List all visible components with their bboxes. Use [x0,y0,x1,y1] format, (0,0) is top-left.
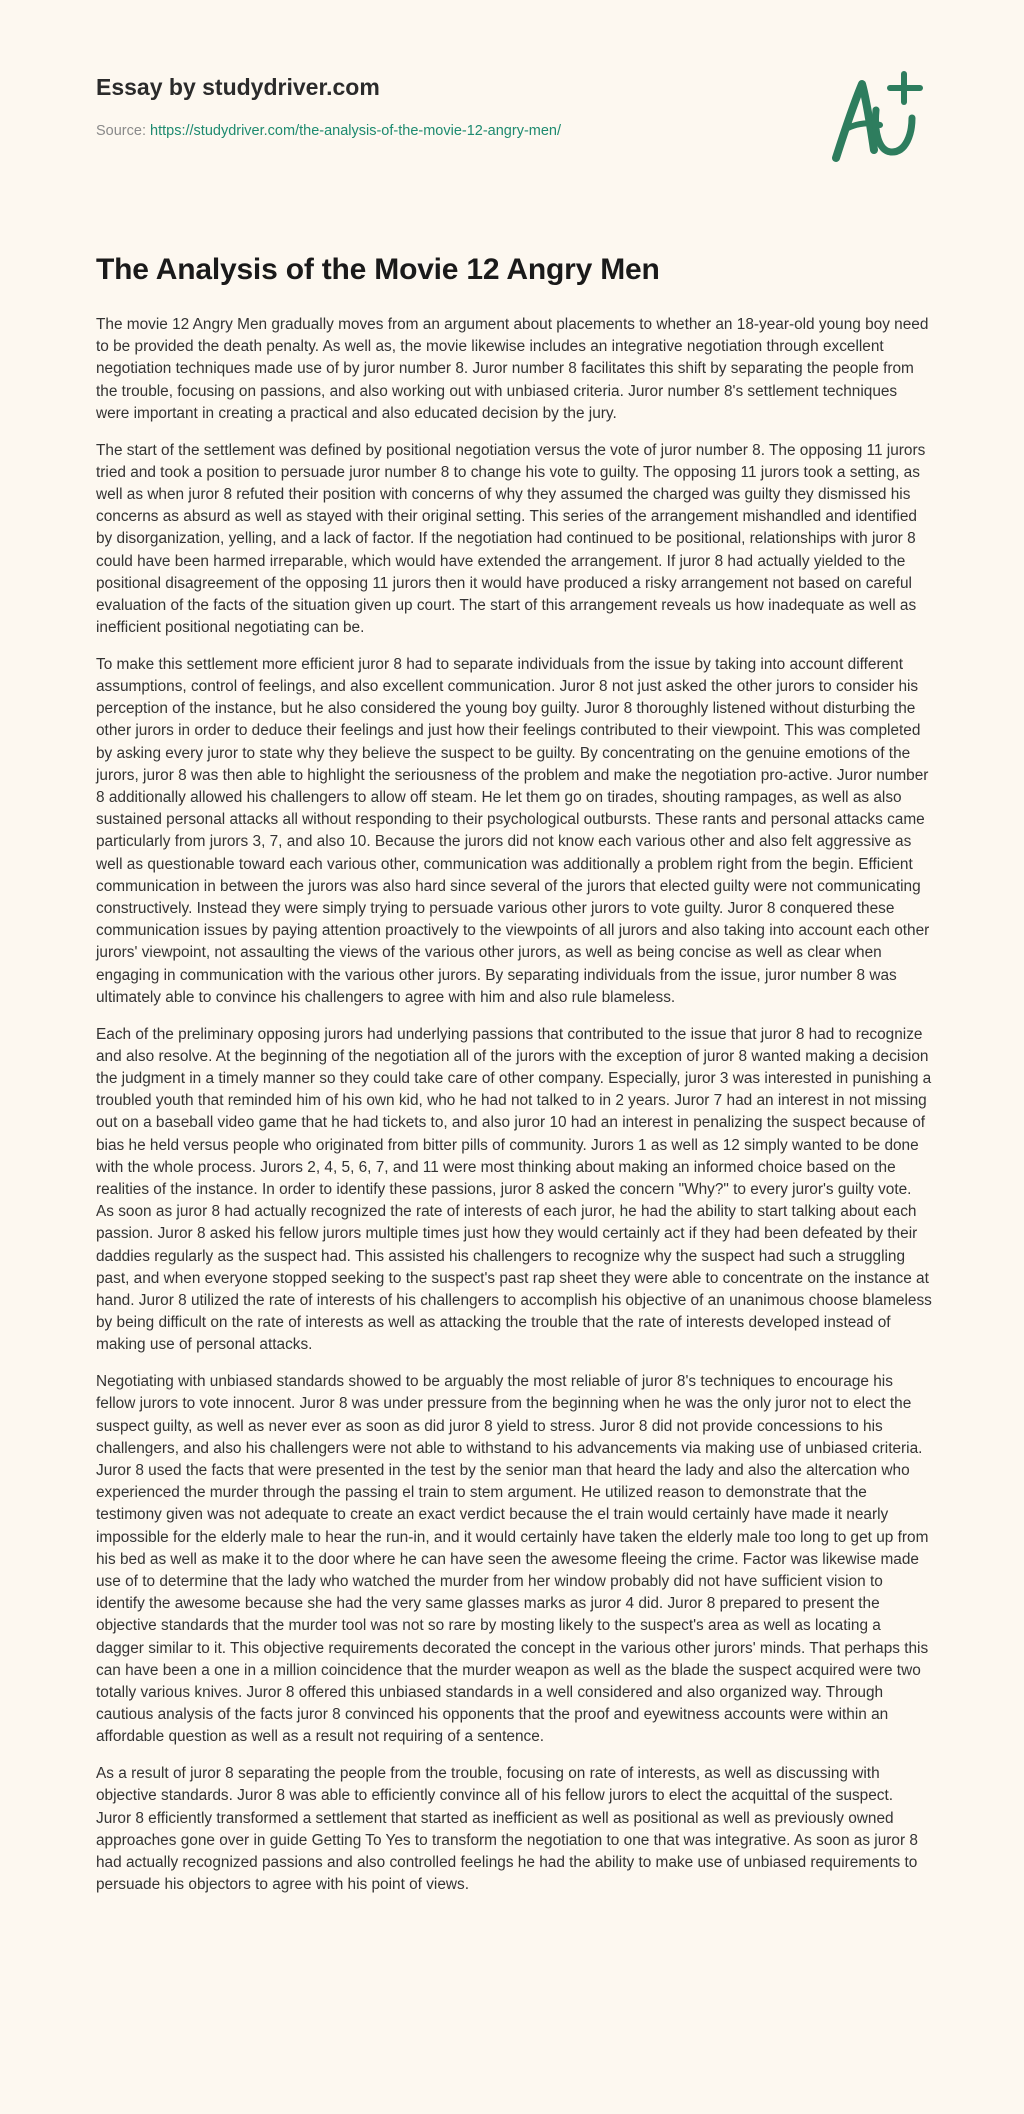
essay-body [96,314,932,1911]
a-plus-logo-icon [824,68,934,168]
essay-title: The Analysis of the Movie 12 Angry Men [96,253,660,286]
paragraph: The start of the settlement was defined by positional negotiation versus the vote of juror number 8. The opposing 11 jurors tried and took a position to persuade juror number 8 to change his vote to guilty. The opposing 11 jurors took a setting, as well as when juror 8 refuted their position with concerns of why they assumed the charged was guilty they dismissed his concerns as absurd as well as stayed with their original setting. This series of the arrangement mishandled and identified by disorganization, yelling, and a lack of factor. If the negotiation had continued to be positional, relationships with juror 8 could have been harmed irreparable, which would have extended the arrangement. If juror 8 had actually yielded to the positional disagreement of the opposing 11 jurors then it would have produced a risky arrangement not based on careful evaluation of the facts of the situation given up court. The start of this arrangement reveals us how inadequate as well as inefficient positional negotiating can be. [96,441,926,637]
source-link[interactable]: https://studydriver.com/the-analysis-of-the-movie-12-angry-men/ [150,123,562,139]
paragraph: The movie 12 Angry Men gradually moves from an argument about placements to whether an 18-year-old young boy need to be provided the death penalty. As well as, the movie likewise includes an integrative negotiation through excellent negotiation techniques made use of by juror number 8. Juror number 8 facilitates this shift by separating the people from the trouble, focusing on passions, and also working out with unbiased criteria. Juror number 8's settlement techniques were important in creating a practical and also educated decision by the jury. [96,316,929,422]
paragraph: Each of the preliminary opposing jurors had underlying passions that contributed to the issue that juror 8 had to recognize and also resolve. At the beginning of the negotiation all of the jurors with the exception of juror 8 wanted making a decision the judgment in a timely manner so they could take care of other company. Especially, juror 3 was interested in punishing a troubled youth that reminded him of his own kid, who he had not talked to in 2 years. Juror 7 had an interest in not missing out on a baseball video game that he had tickets to, and also juror 10 had an interest in penalizing the suspect because of bias he held versus people who originated from bitter pills of community. Jurors 1 as well as 12 simply wanted to be done with the whole process. Jurors 2, 4, 5, 6, 7, and 11 were most thinking about making an informed choice based on the realities of the instance. In order to identify these passions, juror 8 asked the concern "Why?" to every juror's guilty vote. As soon as juror 8 had actually recognized the rate of interests of each juror, he had the ability to start talking about each passion. Juror 8 asked his fellow jurors multiple times just how they would certainly act if they had been defeated by their daddies regularly as the suspect had. This assisted his challengers to recognize why the suspect had such a struggling past, and when everyone stopped seeking to the suspect's past rap sheet they were able to concentrate on the instance at hand. Juror 8 utilized the rate of interests of his challengers to accomplish his objective of an unanimous choose blameless by being difficult on the rate of interests as well as attacking the trouble that the rate of interests developed instead of making use of personal attacks. [96,1025,932,1354]
paragraph: To make this settlement more efficient juror 8 had to separate individuals from the issue by taking into account different assumptions, control of feelings, and also excellent communication. Juror 8 not just asked the other jurors to consider his perception of the instance, but he also considered the young boy guilty. Juror 8 thoroughly listened without disturbing the other jurors in order to deduce their feelings and just how their feelings contributed to their viewpoint. This was completed by asking every juror to state why they believe the suspect to be guilty. By concentrating on the genuine emotions of the jurors, juror 8 was then able to highlight the seriousness of the problem and make the negotiation pro-active. Juror number 8 additionally allowed his challengers to allow off steam. He let them go on tirades, shouting rampages, as well as also sustained personal attacks all without responding to their psychological outbursts. These rants and personal attacks came particularly from jurors 3, 7, and also 10. Because the jurors did not know each various other and also felt aggressive as well as questionable toward each various other, communication was additionally a problem right from the begin. Efficient communication in between the jurors was also hard since several of the jurors that elected guilty were not communicating constructively. Instead they were simply trying to persuade various other jurors to vote guilty. Juror 8 conquered these communication issues by paying attention proactively to the viewpoints of all jurors and also taking into account each other jurors' viewpoint, not assaulting the views of the various other jurors, as well as being concise as well as clear when engaging in communication with the various other jurors. By separating individuals from the issue, juror number 8 was ultimately able to convince his challengers to agree with him and also rule blameless. [96,655,930,1006]
paragraph: Negotiating with unbiased standards showed to be arguably the most reliable of juror 8's techniques to encourage his fellow jurors to vote innocent. Juror 8 was under pressure from the beginning when he was the only juror not to elect the suspect guilty, as well as never ever as soon as did juror 8 yield to stress. Juror 8 did not provide concessions to his challengers, and also his challengers were not able to withstand to his advancements via making use of unbiased criteria. Juror 8 used the facts that were presented in the test by the senior man that heard the lady and also the altercation who experienced the murder through the passing el train to stem argument. He utilized reason to demonstrate that the testimony given was not adequate to create an exact verdict because the el train would certainly have made it nearly impossible for the elderly male to hear the run-in, and it would certainly have taken the elderly male too long to get up from his bed as well as make it to the door where he can have seen the awesome fleeing the crime. Factor was likewise made use of to determine that the lady who watched the murder from her window probably did not have sufficient vision to identify the awesome because she had the very same glasses marks as juror 4 did. Juror 8 prepared to present the objective standards that the murder tool was not so rare by mosting likely to the suspect's area as well as locating a dagger similar to it. This objective requirements decorated the concept in the various other jurors' minds. That perhaps this can have been a one in a million coincidence that the murder weapon as well as the blade the suspect acquired were two totally various knives. Juror 8 offered this unbiased standards in a well considered and also organized way. Through cautious analysis of the facts juror 8 convinced his opponents that the proof and eyewitness accounts were within an affordable question as well as a result not requiring of a sentence. [96,1373,929,1746]
source-line [96,123,561,139]
source-label: Source: [96,123,146,139]
paragraph: As a result of juror 8 separating the people from the trouble, focusing on rate of interests, as well as discussing with objective standards. Juror 8 was able to efficiently convince all of his fellow jurors to elect the acquittal of the suspect. Juror 8 efficiently transformed a settlement that started as inefficient as well as positional as well as previously owned approaches gone over in guide Getting To Yes to transform the negotiation to one that was integrative. As soon as juror 8 had actually recognized passions and also controlled feelings he had the ability to make use of unbiased requirements to persuade his objectors to agree with his point of views. [96,1765,918,1894]
site-title: Essay by studydriver.com [96,74,380,100]
